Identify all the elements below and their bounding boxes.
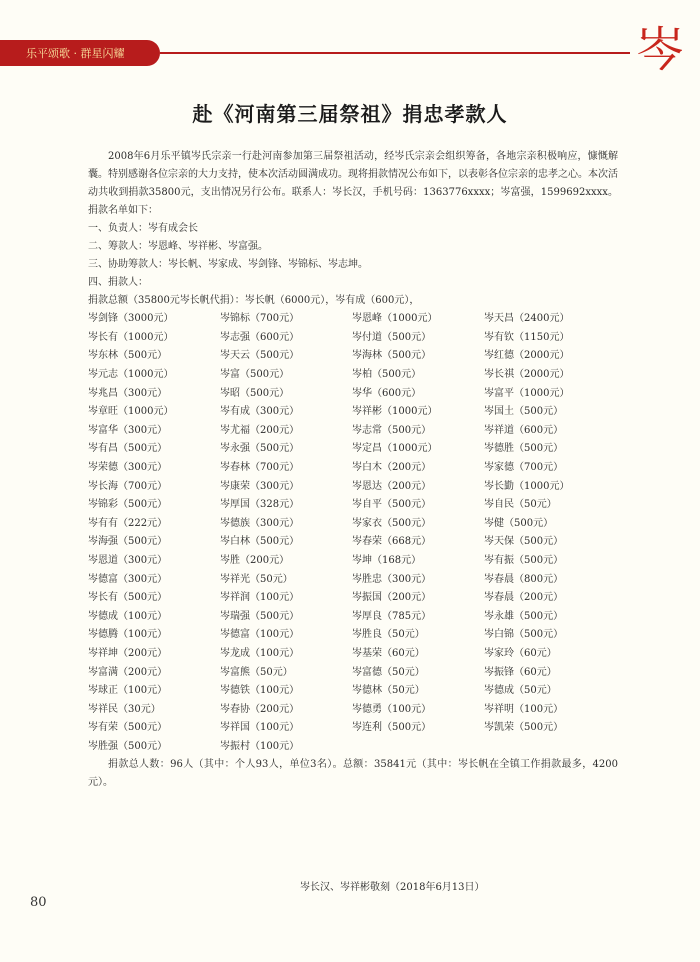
donor-entry: 岑白林（500元） <box>220 536 300 548</box>
donor-entry: 岑自平（500元） <box>352 499 432 511</box>
donor-entry: 岑厚良（785元） <box>352 610 432 622</box>
donor-entry: 岑德勇（100元） <box>352 703 432 715</box>
donor-entry: 岑自民（50元） <box>484 499 557 511</box>
donor-entry: 岑元志（1000元） <box>88 369 174 381</box>
donation-total-line: 捐款总额（35800元岑长帆代捐）：岑长帆（6000元），岑有成（600元）， <box>88 295 420 306</box>
donor-entry: 岑胜（200元） <box>220 555 290 567</box>
donor-entry: 岑锦彩（500元） <box>88 499 168 511</box>
donor-row <box>88 384 618 403</box>
donor-entry: 岑海强（500元） <box>88 536 168 548</box>
article-body <box>88 148 618 792</box>
donor-row <box>88 366 618 385</box>
donor-entry: 岑昭（500元） <box>220 387 290 399</box>
donor-entry: 岑祥光（50元） <box>220 573 293 585</box>
donor-entry: 岑凯荣（500元） <box>484 722 564 734</box>
donor-entry: 岑长有（1000元） <box>88 331 174 343</box>
donor-entry: 岑恩峰（1000元） <box>352 313 438 325</box>
donor-entry: 岑春晨（800元） <box>484 573 564 585</box>
role-line: 三、协助筹款人：岑长帆、岑家成、岑剑锋、岑锦标、岑志坤。 <box>88 259 368 270</box>
donor-entry: 岑富德（50元） <box>352 666 425 678</box>
donor-entry: 岑春晨（200元） <box>484 592 564 604</box>
donor-entry: 岑柏（500元） <box>352 369 422 381</box>
donor-entry: 岑白木（200元） <box>352 462 432 474</box>
donor-entry: 岑红德（2000元） <box>484 350 570 362</box>
donor-entry: 岑永雄（500元） <box>484 610 564 622</box>
donor-entry: 岑家衣（500元） <box>352 517 432 529</box>
donor-entry: 岑德富（300元） <box>88 573 168 585</box>
donor-row <box>88 608 618 627</box>
donor-entry: 岑华（600元） <box>352 387 422 399</box>
signature-line: 岑长汉、岑祥彬敬刻（2018年6月13日） <box>300 882 485 893</box>
donor-entry: 岑家德（700元） <box>484 462 564 474</box>
donor-entry: 岑春林（700元） <box>220 462 300 474</box>
donor-entry: 岑志常（500元） <box>352 424 432 436</box>
donor-entry: 岑恩道（300元） <box>88 555 168 567</box>
donor-entry: 岑连利（500元） <box>352 722 432 734</box>
page-number: 80 <box>30 895 47 910</box>
donor-entry: 岑德胜（500元） <box>484 443 564 455</box>
donor-entry: 岑天云（500元） <box>220 350 300 362</box>
donor-entry: 岑富熊（50元） <box>220 666 293 678</box>
donor-entry: 岑振国（200元） <box>352 592 432 604</box>
donor-entry: 岑胜良（50元） <box>352 629 425 641</box>
intro-paragraph: 2008年6月乐平镇岑氏宗亲一行赴河南参加第三届祭祖活动，经岑氏宗亲会组织筹备，各地宗亲积极响应，慷慨解囊。特别感谢各位宗亲的大力支持，使本次活动圆满成功。现将捐款情况公布如下，以表彰各位宗亲的忠孝之心。本次活动共收到捐款35800元，支出情况另行公布。联系人：岑长汉，手机号码：1363776xxxx；岑富强，1599692xxxx。捐款名单如下： <box>88 151 618 216</box>
donor-entry: 岑有成（300元） <box>220 406 300 418</box>
donor-entry: 岑尤福（200元） <box>220 424 300 436</box>
donor-row <box>88 329 618 348</box>
donor-entry: 岑健（500元） <box>484 517 554 529</box>
donor-entry: 岑东林（500元） <box>88 350 168 362</box>
role-line: 一、负责人：岑有成会长 <box>88 223 198 234</box>
donor-entry: 岑坤（168元） <box>352 555 422 567</box>
donor-entry: 岑长祺（2000元） <box>484 369 570 381</box>
donor-entry: 岑有有（222元） <box>88 517 168 529</box>
donor-entry: 岑付道（500元） <box>352 331 432 343</box>
donor-entry: 岑德成（50元） <box>484 685 557 697</box>
donor-entry: 岑德富（100元） <box>220 629 300 641</box>
donor-entry: 岑剑锋（3000元） <box>88 313 174 325</box>
donor-row <box>88 347 618 366</box>
donor-entry: 岑德铁（100元） <box>220 685 300 697</box>
donor-entry: 岑富满（200元） <box>88 666 168 678</box>
article-title: 赴《河南第三届祭祖》捐忠孝款人 <box>192 102 508 126</box>
donor-entry: 岑胜强（500元） <box>88 740 168 752</box>
donor-entry: 岑家玲（60元） <box>484 647 557 659</box>
donor-row <box>88 422 618 441</box>
donor-entry: 岑球正（100元） <box>88 685 168 697</box>
donor-entry: 岑祥国（100元） <box>220 722 300 734</box>
donor-entry: 岑德林（50元） <box>352 685 425 697</box>
donor-entry: 岑瑞强（500元） <box>220 610 300 622</box>
donor-row <box>88 440 618 459</box>
donor-row <box>88 533 618 552</box>
donor-list <box>88 310 618 756</box>
summary-paragraph: 捐款总人数：96人（其中：个人93人，单位3名）。总额：35841元（其中：岑长帆在全镇工作捐款最多，4200元）。 <box>88 759 618 789</box>
donor-entry: 岑富平（1000元） <box>484 387 570 399</box>
header-rule <box>160 52 630 54</box>
donor-row <box>88 310 618 329</box>
role-line: 四、捐款人： <box>88 277 148 288</box>
donor-entry: 岑祥明（100元） <box>484 703 564 715</box>
donor-entry: 岑富（500元） <box>220 369 290 381</box>
donor-entry: 岑荣德（300元） <box>88 462 168 474</box>
donor-row <box>88 477 618 496</box>
donor-row <box>88 515 618 534</box>
donor-entry: 岑富华（300元） <box>88 424 168 436</box>
role-line: 二、筹款人：岑恩峰、岑祥彬、岑富强。 <box>88 241 268 252</box>
donor-entry: 岑长勤（1000元） <box>484 480 570 492</box>
donor-row <box>88 738 618 757</box>
donor-row <box>88 496 618 515</box>
donor-entry: 岑祥润（100元） <box>220 592 300 604</box>
donor-entry: 岑振锋（60元） <box>484 666 557 678</box>
donor-entry: 岑有昌（500元） <box>88 443 168 455</box>
donor-entry: 岑章旺（1000元） <box>88 406 174 418</box>
donor-entry: 岑基荣（60元） <box>352 647 425 659</box>
donor-row <box>88 570 618 589</box>
donor-entry: 岑长海（700元） <box>88 480 168 492</box>
donor-entry: 岑祥道（600元） <box>484 424 564 436</box>
donor-entry: 岑有振（500元） <box>484 555 564 567</box>
donor-row <box>88 626 618 645</box>
donor-row <box>88 700 618 719</box>
donor-row <box>88 682 618 701</box>
donor-entry: 岑国土（500元） <box>484 406 564 418</box>
header-logo-glyph: 岑 <box>636 22 685 78</box>
donor-entry: 岑振村（100元） <box>220 740 300 752</box>
donor-row <box>88 403 618 422</box>
donor-entry: 岑天昌（2400元） <box>484 313 570 325</box>
donor-entry: 岑祥坤（200元） <box>88 647 168 659</box>
donor-entry: 岑定昌（1000元） <box>352 443 438 455</box>
donor-entry: 岑春荣（668元） <box>352 536 432 548</box>
page-header <box>0 22 700 78</box>
donor-entry: 岑德族（300元） <box>220 517 300 529</box>
donor-entry: 岑天保（500元） <box>484 536 564 548</box>
donor-entry: 岑白锦（500元） <box>484 629 564 641</box>
donor-entry: 岑胜忠（300元） <box>352 573 432 585</box>
donor-entry: 岑祥民（30元） <box>88 703 161 715</box>
donor-entry: 岑锦标（700元） <box>220 313 300 325</box>
running-title: 乐平颂歌 · 群星闪耀 <box>26 47 125 60</box>
donor-entry: 岑春协（200元） <box>220 703 300 715</box>
donor-entry: 岑厚国（328元） <box>220 499 300 511</box>
donor-row <box>88 552 618 571</box>
donor-entry: 岑有钦（1150元） <box>484 331 570 343</box>
donor-row <box>88 663 618 682</box>
donor-entry: 岑恩达（200元） <box>352 480 432 492</box>
donor-entry: 岑龙成（100元） <box>220 647 300 659</box>
donor-row <box>88 589 618 608</box>
donor-row <box>88 459 618 478</box>
donor-entry: 岑永强（500元） <box>220 443 300 455</box>
donor-row <box>88 719 618 738</box>
donor-row <box>88 645 618 664</box>
donor-entry: 岑有荣（500元） <box>88 722 168 734</box>
donor-entry: 岑祥彬（1000元） <box>352 406 438 418</box>
donor-entry: 岑德成（100元） <box>88 610 168 622</box>
donor-entry: 岑海林（500元） <box>352 350 432 362</box>
donor-entry: 岑康荣（300元） <box>220 480 300 492</box>
donor-entry: 岑德腾（100元） <box>88 629 168 641</box>
donor-entry: 岑志强（600元） <box>220 331 300 343</box>
header-band <box>0 40 160 66</box>
donor-entry: 岑兆昌（300元） <box>88 387 168 399</box>
donor-entry: 岑长有（500元） <box>88 592 168 604</box>
